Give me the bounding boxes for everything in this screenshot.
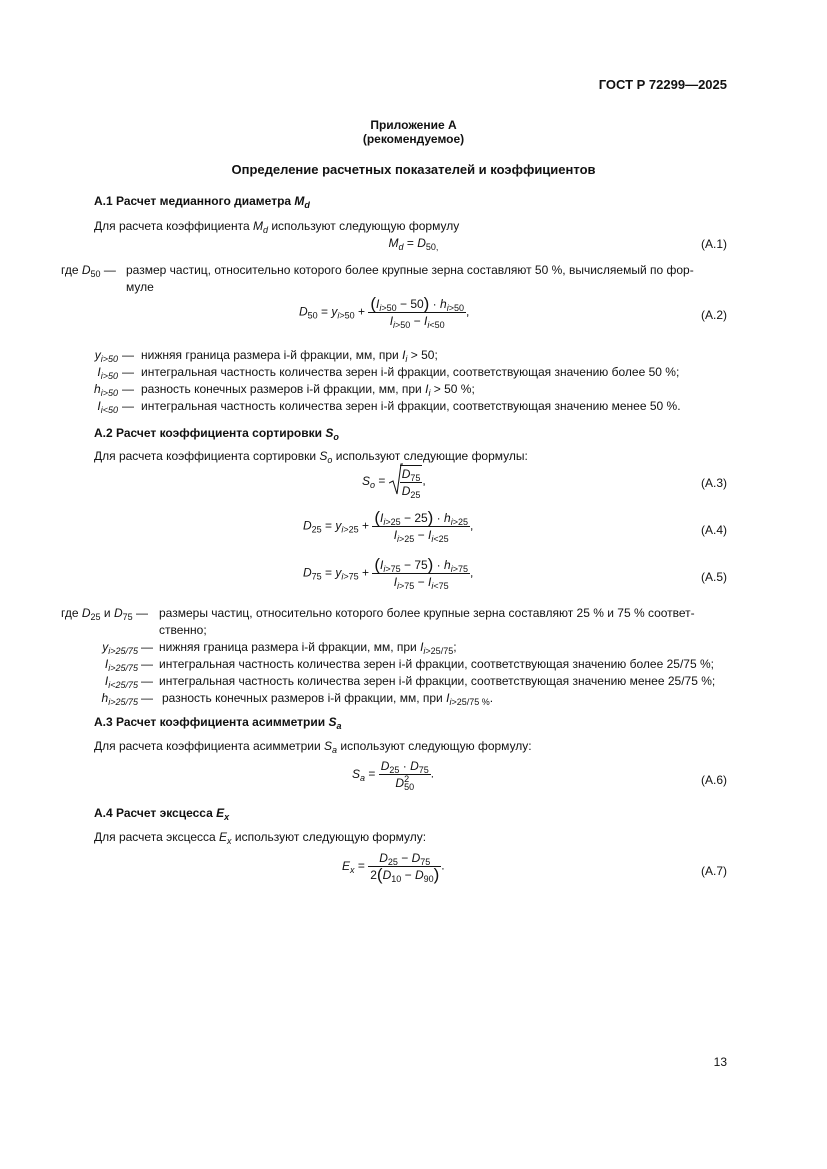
equation-a5: $D_{75} = y_{i>75}$ + $\frac{(I_{i>75} - 75) \cdot h_{i>75}}{I_{i>75} - I_{i<75}}$ , <box>303 555 474 591</box>
section-a2-heading: А.2 Расчет коэффициента сортировки $S_o$ <box>94 426 339 442</box>
section-a4-heading: А.4 Расчет эксцесса $E_x$ <box>94 806 230 822</box>
section-a4-intro: Для расчета эксцесса $E_x$ используют следующую формулу: <box>94 830 427 846</box>
equation-a4: $D_{25} = y_{i>25}$ + $\frac{(I_{i>25} - 25) \cdot h_{i>25}}{I_{i>25} - I_{i<25}}$ , <box>303 508 474 544</box>
equation-number-a2: (А.2) <box>700 308 727 322</box>
equation-a3: $S_o$ = $\frac{D_{75}}{D_{25}}$ , <box>362 465 426 498</box>
equation-number-a5: (А.5) <box>700 570 727 584</box>
equation-a6: $S_a$ = $\frac{D_{25} \cdot D_{75}}{D^2_{50}}$ . <box>352 759 435 792</box>
equation-a2: $D_{50} = y_{i>50}$ + $\frac{(I_{i>50} - 50) \cdot h_{i>50}}{I_{i>50} - I_{i<50}}$ , <box>299 294 470 330</box>
section-a1-heading: А.1 Расчет медианного диаметра $M_d$ <box>94 194 310 210</box>
section-a3-heading: А.3 Расчет коэффициента асимметрии $S_a$ <box>94 715 342 731</box>
d25-d75-definition-text: размеры частиц, относительно которого более крупные зерна составляют 25 % и 75 % соответ- ственно; <box>159 606 695 637</box>
appendix-title: Приложение А <box>370 118 457 132</box>
equation-number-a1: (А.1) <box>700 237 727 251</box>
equation-number-a6: (А.6) <box>700 773 727 787</box>
appendix-heading: Определение расчетных показателей и коэффициентов <box>231 162 596 177</box>
d50-definition-text: размер частиц, относительно которого более крупные зерна составляют 50 %, вычисляемый по фор- муле <box>126 263 694 294</box>
equation-a7: $E_x$ = $\frac{D_{25} - D_{75}}{2(D_{10} - D_{90})}$ . <box>342 851 445 884</box>
page-number: 13 <box>713 1055 727 1069</box>
section-a3-intro: Для расчета коэффициента асимметрии $S_a$ используют следующую формулу: <box>94 739 532 755</box>
appendix-status: (рекомендуемое) <box>362 132 465 146</box>
equation-a1: $M_d = D_{50,}$ <box>388 236 439 252</box>
section-a2-intro: Для расчета коэффициента сортировки $S_o$ используют следующие формулы: <box>94 449 528 465</box>
equation-number-a4: (А.4) <box>700 523 727 537</box>
d50-definition: где $D_{50}$ — <box>61 263 116 279</box>
d25-d75-definition: где $D_{25}$ и $D_{75}$ — <box>61 606 148 622</box>
equation-number-a7: (А.7) <box>700 864 727 878</box>
section-a1-intro: Для расчета коэффициента $M_d$ используют следующую формулу <box>94 219 460 235</box>
sqrt-sign-icon <box>389 463 403 497</box>
equation-number-a3: (А.3) <box>700 476 727 490</box>
standard-number: ГОСТ Р 72299—2025 <box>598 77 727 92</box>
